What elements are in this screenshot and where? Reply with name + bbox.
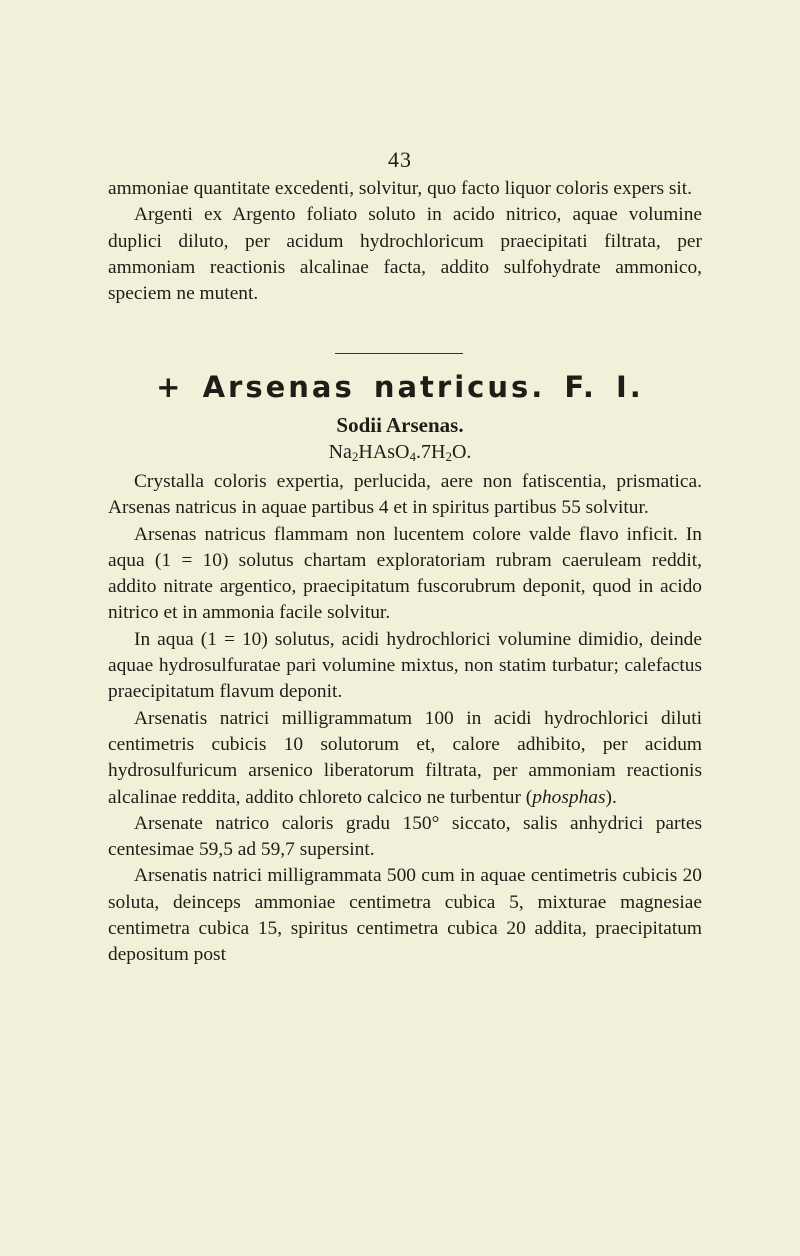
formula-part: HAsO: [358, 441, 410, 463]
chemical-formula: [0, 441, 800, 464]
formula-part: O.: [451, 441, 472, 463]
paragraph: Crystalla coloris expertia, perlucida, aere non fatiscentia, prismatica. Arsenas natricus in aquae partibus 4 et in spiritus partibus 55 solvitur.: [108, 471, 702, 519]
top-text-block: [108, 176, 702, 307]
paragraph: In aqua (1 = 10) solutus, acidi hydrochlorici volumine dimidio, deinde aquae hydrosulfuratae pari volumine mixtus, non statim turbatur; calefactus praecipitatum flavum deponit.: [108, 628, 702, 703]
formula-part: Na: [328, 441, 352, 463]
paragraph-text: Arsenatis natrici milligrammatum 100 in acidi hydrochlorici diluti centimetris cubicis 10 solutorum et, calore adhibito, per acidum hydrosulfuricum arsenico liberatorum filtrata, per ammoniam reactionis alcalinae reddita, addito chloreto calcico ne turbentur (: [108, 707, 702, 808]
paragraph: Argenti ex Argento foliato soluto in acido nitrico, aquae volumine duplici diluto, per acidum hydrochloricum praecipitati filtrata, per ammoniam reactionis alcalinae facta, addito sulfohydrate ammonico, speciem ne mutent.: [108, 204, 702, 305]
paragraph-tail: ).: [605, 786, 617, 808]
main-text-block: [108, 469, 702, 969]
section-subtitle: Sodii Arsenas.: [336, 413, 464, 437]
italic-term: phosphas: [532, 786, 606, 808]
page-number: 43: [388, 147, 412, 172]
section-heading: + Arsenas natricus. F. I.: [156, 370, 644, 404]
paragraph: Arsenas natricus flammam non lucentem colore valde flavo inficit. In aqua (1 = 10) solutus chartam exploratoriam rubram caeruleam reddit, addito nitrate argentico, praecipitatum fuscorubrum deponit, quod in acido nitrico et in ammonia facile solvitur.: [108, 523, 702, 624]
paragraph: [108, 706, 702, 811]
formula-subscript: 4: [409, 449, 417, 464]
formula-part: .7H: [416, 441, 446, 463]
formula-subscript: 2: [445, 449, 452, 464]
formula-subscript: 2: [351, 449, 359, 464]
section-divider: [335, 353, 463, 354]
paragraph: Arsenate natrico caloris gradu 150° siccato, salis anhydrici partes centesimae 59,5 ad 59,7 supersint.: [108, 812, 702, 861]
paragraph: ammoniae quantitate excedenti, solvitur, quo facto liquor coloris expers sit.: [108, 178, 693, 199]
paragraph: Arsenatis natrici milligrammata 500 cum in aquae centimetris cubicis 20 soluta, deinceps ammoniae centimetra cubica 5, mixturae magnesiae centimetra cubica 15, spiritus centimetra cubica 20 addita, praecipitatum depositum post: [108, 865, 702, 966]
